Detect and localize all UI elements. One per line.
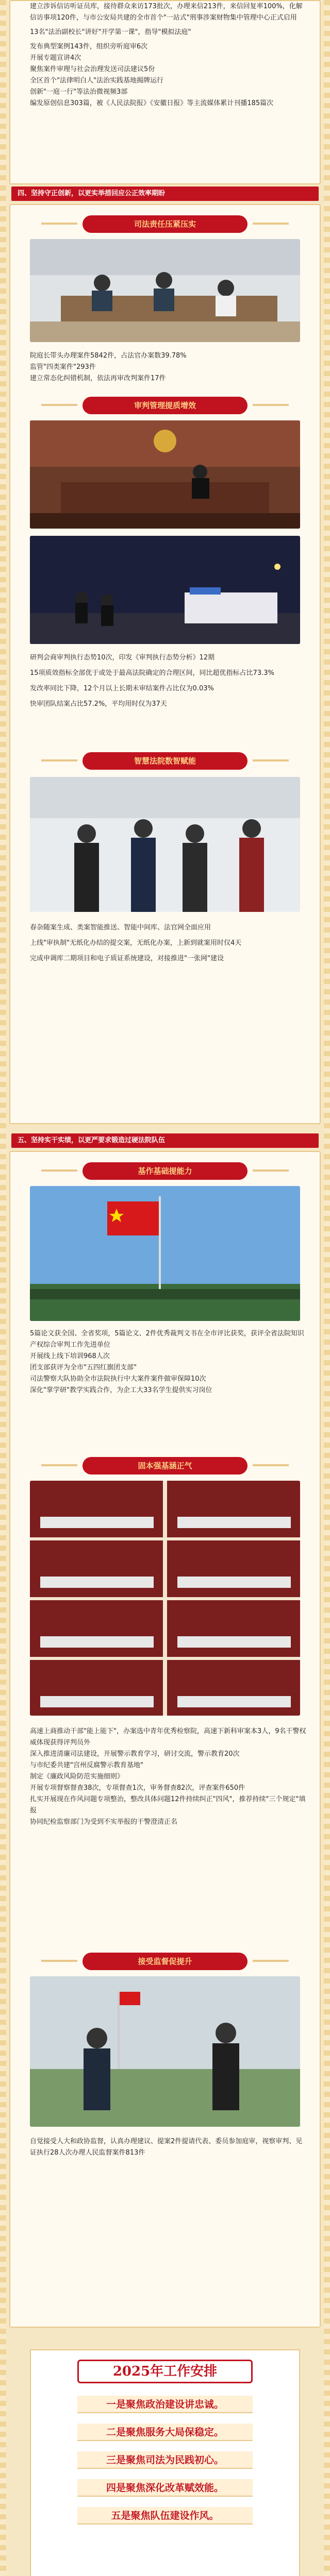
s5-b1-p1: 5篇论文获全国、全省奖项，5篇论文、2件优秀裁判文书在全市评比获奖，获评全省法院知识产权综合审判工作先进单位	[30, 1330, 304, 1349]
section5-subtitle-1: 基作基础提能力	[82, 1162, 248, 1180]
s5-b2-p6: 扎实开展现在作风问题专项整治，整改具体问题12件持续纠正"四风"，推荐持续"三个规定"填报	[30, 1795, 306, 1815]
intro-p3: 发布典型案例143件，组织旁听庭审6次	[30, 43, 148, 50]
plan-item-4: 四是聚焦深化改革赋效能。	[77, 2479, 253, 2497]
section5-subtitle-3: 接受监督促提升	[82, 1953, 248, 1970]
meeting-photo	[30, 239, 300, 342]
decorative-border-right	[324, 0, 330, 2576]
courtroom-photo	[30, 420, 300, 529]
section4-subtitle-2: 审判管理提质增效	[82, 397, 248, 414]
section4-subtitle-1: 司法责任压紧压实	[82, 215, 248, 233]
intro-p6: 全区首个"法律明白人"法治实践基地揭牌运行	[30, 77, 163, 84]
s4-b2-p3: 发改率同比下降，12个月以上长期未审结案件占比仅为0.03%	[30, 685, 214, 692]
s4-b3-p3: 完成申调库二期项目和电子质证系统建设，对接推进"一张网"建设	[30, 955, 224, 962]
smart-court-photo	[30, 777, 300, 912]
s4-b2-p2: 15项质效指标全部优于或处于最高法院确定的合理区间，同比超优指标占比73.3%	[30, 669, 274, 677]
night-enforcement-photo	[30, 536, 300, 644]
plan-item-2: 二是聚焦服务大局保稳定。	[77, 2424, 253, 2441]
s4-b1-p2: 监管"四类案件"293件	[30, 363, 96, 371]
plan-item-5: 五是聚焦队伍建设作风。	[77, 2507, 253, 2524]
plan-item-1: 一是聚焦政治建设讲忠诚。	[77, 2396, 253, 2413]
section5-subtitle-2: 固本强基涵正气	[82, 1457, 248, 1475]
section5-block2-text	[30, 1726, 308, 1828]
s4-b2-p4: 快审团队结案占比57.2%，平均用时仅为37天	[30, 700, 167, 708]
s4-b1-p3: 建立常态化纠错机制，依法再审改判案件17件	[30, 375, 166, 382]
s5-b1-p5: 深化"掌学研"教学实践合作，为企工大33名学生提供实习岗位	[30, 1386, 212, 1394]
s5-b1-p3: 团支部获评为全市"五四红旗团支部"	[30, 1364, 137, 1371]
s5-b2-p7: 协同纪检监察部门为受到不实举报的干警澄清正名	[30, 1818, 178, 1826]
section4-block1-text	[30, 350, 308, 384]
intro-p1: 建立涉诉信访听证员库，接待群众来访173批次，办理来信213件，来信回复率100%，化解信访事项120件，与市公安局共建的全市首个"一站式"刑事涉案财物集中管理中心正式启用	[30, 3, 303, 22]
s4-b1-p1: 院庭长带头办理案件5842件，占法官办案数39.78%	[30, 352, 187, 360]
intro-p7: 创新"一庭一行"等法治微视频3部	[30, 88, 128, 96]
s5-b2-p5: 开展专项督察督查38次，专项督查1次，审务督查82次，评查案件650件	[30, 1784, 245, 1792]
section4-block2-text	[30, 652, 308, 710]
s5-b2-p2: 深入推进清廉司法建设，开展警示教育学习，研讨交流，警示教育20次	[30, 1750, 240, 1758]
plan-title: 2025年工作安排	[77, 2360, 253, 2383]
section5-block3-text	[30, 2136, 308, 2159]
s5-b1-p2: 开展线上线下培训968人次	[30, 1352, 110, 1360]
s5-b2-p4: 制定《廉政风险防范实施细则》	[30, 1773, 124, 1781]
section5-block1-text	[30, 1328, 308, 1396]
decorative-border-left	[0, 0, 6, 2576]
section4-block3-text	[30, 922, 308, 964]
s4-b3-p1: 春杂随案生成、类案智能推送、智能中间库、法官网全面应用	[30, 924, 211, 931]
intro-p4: 开展专题宣讲4次	[30, 54, 81, 62]
intro-p2: 13名"法治副校长"讲好"开学第一课"，指导"模拟法庭"	[30, 28, 191, 36]
section4-subtitle-3: 智慧法院数智赋能	[82, 752, 248, 770]
section4-title: 四、坚持守正创新，以更实举措回应公正效率期盼	[11, 187, 319, 201]
s5-b1-p4: 司法警察大队协助全市法院执行中大案件案件做审保障10次	[30, 1375, 206, 1383]
intro-p8: 编发原创信息303篇，被《人民法院报》《安徽日报》等主流媒体累计刊播185篇次	[30, 99, 274, 107]
s4-b3-p2: 上线"审执制"无纸化办结的提交案，无纸化办案，上新到就案用时仅4天	[30, 939, 242, 947]
intro-paragraphs	[30, 1, 308, 109]
flag-ceremony-photo	[30, 1186, 300, 1321]
intro-p5: 聚焦案件审理与社会治理发送司法建议5份	[30, 65, 155, 73]
s5-b3-p1: 自觉接受人大和政协监督，认真办理建议、提案2件提请代表、委员参加庭审，视察审判、见证执行28人次办理人民监督案件813件	[30, 2138, 303, 2157]
section5-title: 五、坚持实干实绩，以更严要求锻造过硬法院队伍	[11, 1133, 319, 1148]
plan-item-3: 三是聚焦司法为民践初心。	[77, 2451, 253, 2469]
s4-b2-p1: 研判会商审判执行态势10次，印发《审判执行态势分析》12期	[30, 654, 215, 662]
supervision-photo	[30, 1976, 300, 2127]
meeting-grid-photo	[30, 1481, 300, 1716]
s5-b2-p3: 与市纪委共建"宫州反腐警示教育基地"	[30, 1761, 143, 1769]
s5-b2-p1: 高速上商推动干部"能上能下"，办案选中青年优秀检察院，高速下新科审案本3人，9名干警权威体现获得评判员外	[30, 1727, 306, 1747]
